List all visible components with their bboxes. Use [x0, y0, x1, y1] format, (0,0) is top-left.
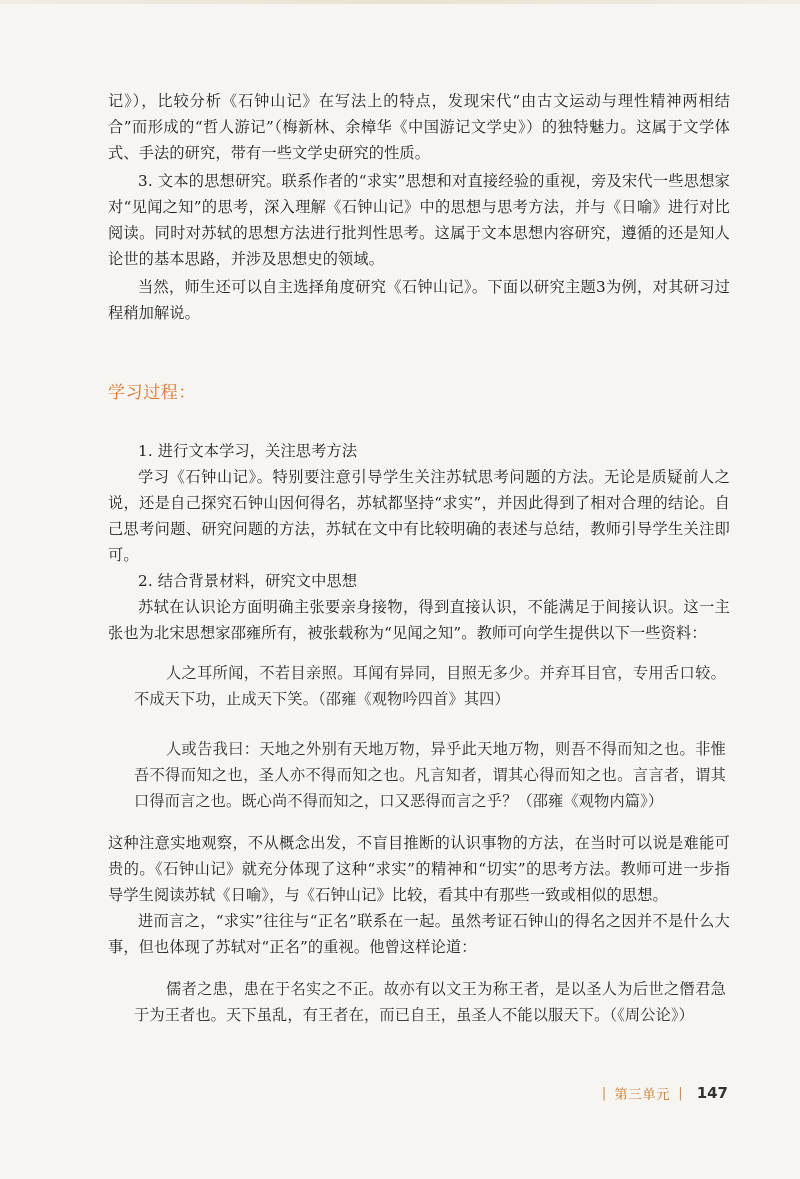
research-topic-3-paragraph: 3. 文本的思想研究。联系作者的“求实”思想和对直接经验的重视，旁及宋代一些思想家对“见闻之知”的思考，深入理解《石钟山记》中的思想与思考方法，并与《日喻》进行对比阅读。同时对苏轼的思想方法进行批判性思考。这属于文本思想内容研究，遵循的还是知人论世的基本思路，并涉及思想史的领域。: [108, 172, 730, 268]
step2-body: 苏轼在认识论方面明确主张要亲身接物，得到直接认识，不能满足于间接认识。这一主张也为北宋思想家邵雍所有，被张载称为“见闻之知”。教师可向学生提供以下一些资料：: [108, 598, 730, 642]
intro-paragraph-continued: 记》），比较分析《石钟山记》在写法上的特点，发现宋代“由古文运动与理性精神两相结合”而形成的“哲人游记”（梅新林、余樟华《中国游记文学史》）的独特魅力。这属于文学体式、手法的研究，带有一些文学史研究的性质。: [108, 92, 730, 162]
unit-label: 第三单元: [614, 1087, 671, 1103]
footer-separator-left: |: [601, 1085, 607, 1101]
step1-body: 学习《石钟山记》。特别要注意引导学生关注苏轼思考问题的方法。无论是质疑前人之说，还是自己探究石钟山因何得名，苏轼都坚持“求实”，并因此得到了相对合理的结论。自己思考问题、研究问题的方法，苏轼在文中有比较明确的表述与总结，教师引导学生关注即可。: [108, 468, 730, 564]
page-body: [108, 88, 730, 1028]
quote-text: 人或告我曰：天地之外别有天地万物，异乎此天地万物，则吾不得而知之也。非惟吾不得而知之也，圣人亦不得而知之也。凡言知者，谓其心得而知之也。言言者，谓其口得而言之也。既心尚不得而知之，口又恶得而言之乎？（邵雍《观物内篇》）: [134, 740, 726, 810]
quote-zhougong-lun: [108, 976, 730, 1028]
analysis-paragraph-1: 这种注意实地观察，不从概念出发，不盲目推断的认识事物的方法，在当时可以说是难能可贵的。《石钟山记》就充分体现了这种“求实”的精神和“切实”的思考方法。教师可进一步指导学生阅读苏轼《日喻》，与《石钟山记》比较，看其中有那些一致或相似的思想。: [108, 834, 730, 904]
quote-shao-yong-poem: [108, 660, 730, 712]
page-footer: [602, 1083, 728, 1103]
step1-heading: 1. 进行文本学习，关注思考方法: [138, 442, 358, 460]
page-number: 147: [696, 1084, 728, 1102]
quote-text: 人之耳所闻，不若目亲照。耳闻有异同，目照无多少。并弃耳目官，专用舌口较。不成天下功，止成天下笑。（邵雍《观物吟四首》其四）: [134, 664, 726, 708]
quote-shao-yong-guanwu: [108, 736, 730, 814]
step2-heading: 2. 结合背景材料，研究文中思想: [138, 572, 358, 590]
intro-closing-paragraph: 当然，师生还可以自主选择角度研究《石钟山记》。下面以研究主题3为例，对其研习过程稍加解说。: [108, 278, 730, 322]
top-edge-strip: [0, 0, 800, 4]
footer-separator-right: |: [678, 1085, 683, 1101]
analysis-paragraph-2: 进而言之，“求实”往往与“正名”联系在一起。虽然考证石钟山的得名之因并不是什么大事，但也体现了苏轼对“正名”的重视。他曾这样论道：: [108, 912, 730, 956]
quote-text: 儒者之患，患在于名实之不正。故亦有以文王为称王者，是以圣人为后世之僭君急于为王者也。天下虽乱，有王者在，而已自王，虽圣人不能以服天下。（《周公论》）: [134, 980, 726, 1024]
section-heading-learning-process: 学习过程：: [108, 383, 196, 403]
